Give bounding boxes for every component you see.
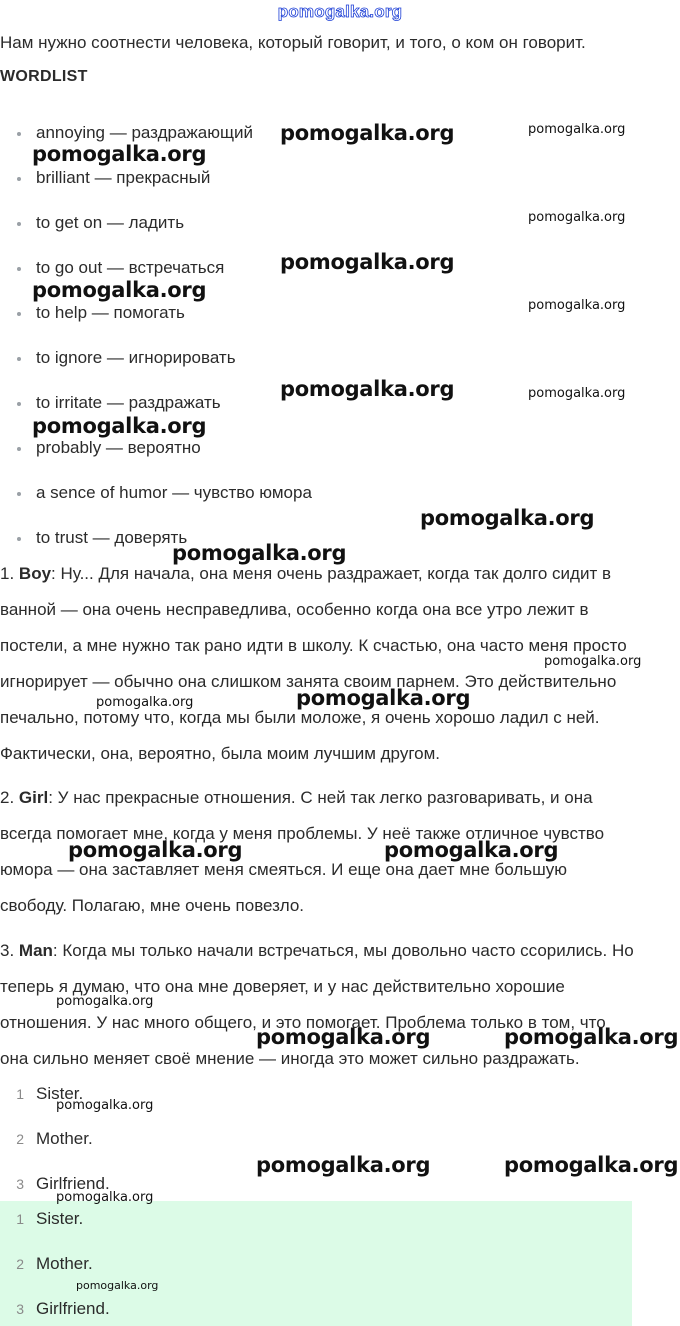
paragraph-number: 1. (0, 564, 15, 583)
paragraph-line: постели, а мне нужно так рано идти в школу. К счастью, она часто меня просто (0, 636, 627, 655)
watermark: pomogalka.org (280, 250, 455, 274)
watermark: pomogalka.org (296, 686, 471, 710)
wordlist-item: to ignore — игнорировать (36, 348, 236, 367)
paragraph-line: юмора — она заставляет меня смеяться. И еще она дает мне большую (0, 860, 568, 879)
answer-item: Girlfriend. (36, 1299, 110, 1318)
watermark: pomogalka.org (504, 1025, 679, 1049)
answer-number: 2 (16, 1256, 24, 1272)
speaker-label: Man (18, 941, 53, 960)
watermark: pomogalka.org (96, 695, 194, 710)
watermark: pomogalka.org (32, 278, 207, 302)
watermark: pomogalka.org (280, 121, 455, 145)
paragraph-line: печально, потому что, когда мы были моложе, я очень хорошо ладил с ней. (0, 708, 600, 727)
colon: : (48, 788, 53, 807)
paragraph-line: Ну... Для начала, она меня очень раздражает, когда так долго сидит в (55, 564, 612, 583)
watermark: pomogalka.org (420, 506, 595, 530)
watermark: pomogalka.org (528, 298, 626, 313)
bullet-dot (17, 267, 21, 271)
watermark: pomogalka.org (68, 838, 243, 862)
watermark: pomogalka.org (56, 1190, 154, 1205)
watermark: pomogalka.org (256, 1025, 431, 1049)
paragraph-line: теперь я думаю, что она мне доверяет, и у нас действительно хорошие (0, 977, 565, 996)
option-number: 2 (16, 1131, 24, 1147)
paragraph-line: ванной — она очень несправедлива, особенно когда она все утро лежит в (0, 600, 589, 619)
bullet-dot (17, 312, 21, 316)
answer-number: 3 (16, 1301, 24, 1317)
watermark: pomogalka.org (56, 1098, 154, 1113)
watermark: pomogalka.org (56, 994, 154, 1009)
bullet-dot (17, 132, 21, 136)
paragraph-line: У нас прекрасные отношения. С ней так легко разговаривать, и она (52, 788, 593, 807)
paragraph-line: всегда помогает мне, когда у меня проблемы. У неё также отличное чувство (0, 824, 605, 843)
paragraph-number: 2. (0, 788, 15, 807)
paragraph-line: Когда мы только начали встречаться, мы довольно часто ссорились. Но (57, 941, 634, 960)
colon: : (51, 564, 56, 583)
watermark: pomogalka.org (256, 1153, 431, 1177)
option-item: Mother. (36, 1129, 93, 1148)
watermark: pomogalka.org (528, 210, 626, 225)
wordlist-item: to irritate — раздражать (36, 393, 221, 412)
colon: : (52, 941, 58, 960)
watermark: pomogalka.org (544, 654, 642, 669)
bullet-dot (17, 222, 21, 226)
speaker-label: Boy (18, 564, 52, 583)
wordlist-heading: WORDLIST (0, 68, 88, 85)
wordlist-item: to get on — ладить (36, 213, 185, 232)
wordlist-item: to trust — доверять (36, 528, 188, 547)
answer-number: 1 (16, 1211, 24, 1227)
wordlist-item: a sence of humor — чувство юмора (36, 483, 312, 502)
speaker-label: Girl (18, 788, 49, 807)
option-number: 3 (16, 1176, 24, 1192)
bullet-dot (17, 357, 21, 361)
paragraph-line: отношения. У нас много общего, и это помогает. Проблема только в том, что (0, 1013, 606, 1032)
paragraph-number: 3. (0, 941, 15, 960)
option-item: Sister. (36, 1084, 84, 1103)
site-watermark-top: pomogalka.org (277, 2, 403, 21)
paragraph-line: свободу. Полагаю, мне очень повезло. (0, 896, 305, 915)
bullet-dot (17, 177, 21, 181)
bullet-dot (17, 492, 21, 496)
paragraph-line: игнорирует — обычно она слишком занята своим парнем. Это действительно (0, 672, 617, 691)
intro-text: Нам нужно соотнести человека, который говорит, и того, о ком он говорит. (0, 33, 586, 52)
option-number: 1 (16, 1086, 24, 1102)
watermark: pomogalka.org (32, 414, 207, 438)
wordlist-item: to go out — встречаться (36, 258, 225, 277)
bullet-dot (17, 402, 21, 406)
watermark: pomogalka.org (504, 1153, 679, 1177)
wordlist-item: probably — вероятно (36, 438, 201, 457)
watermark: pomogalka.org (172, 541, 347, 565)
wordlist-item: brilliant — прекрасный (36, 168, 211, 187)
bullet-dot (17, 537, 21, 541)
watermark: pomogalka.org (76, 1279, 159, 1292)
bullet-dot (17, 447, 21, 451)
watermark: pomogalka.org (528, 386, 626, 401)
option-item: Girlfriend. (36, 1174, 110, 1193)
answer-item: Sister. (36, 1209, 84, 1228)
wordlist-item: to help — помогать (36, 303, 185, 322)
watermark: pomogalka.org (528, 122, 626, 137)
wordlist-item: annoying — раздражающий (36, 123, 253, 142)
paragraph-line: она сильно меняет своё мнение — иногда это может сильно раздражать. (0, 1049, 580, 1068)
watermark: pomogalka.org (32, 142, 207, 166)
answer-item: Mother. (36, 1254, 93, 1273)
paragraph-line: Фактически, она, вероятно, была моим лучшим другом. (0, 744, 441, 763)
watermark: pomogalka.org (384, 838, 559, 862)
watermark: pomogalka.org (280, 377, 455, 401)
